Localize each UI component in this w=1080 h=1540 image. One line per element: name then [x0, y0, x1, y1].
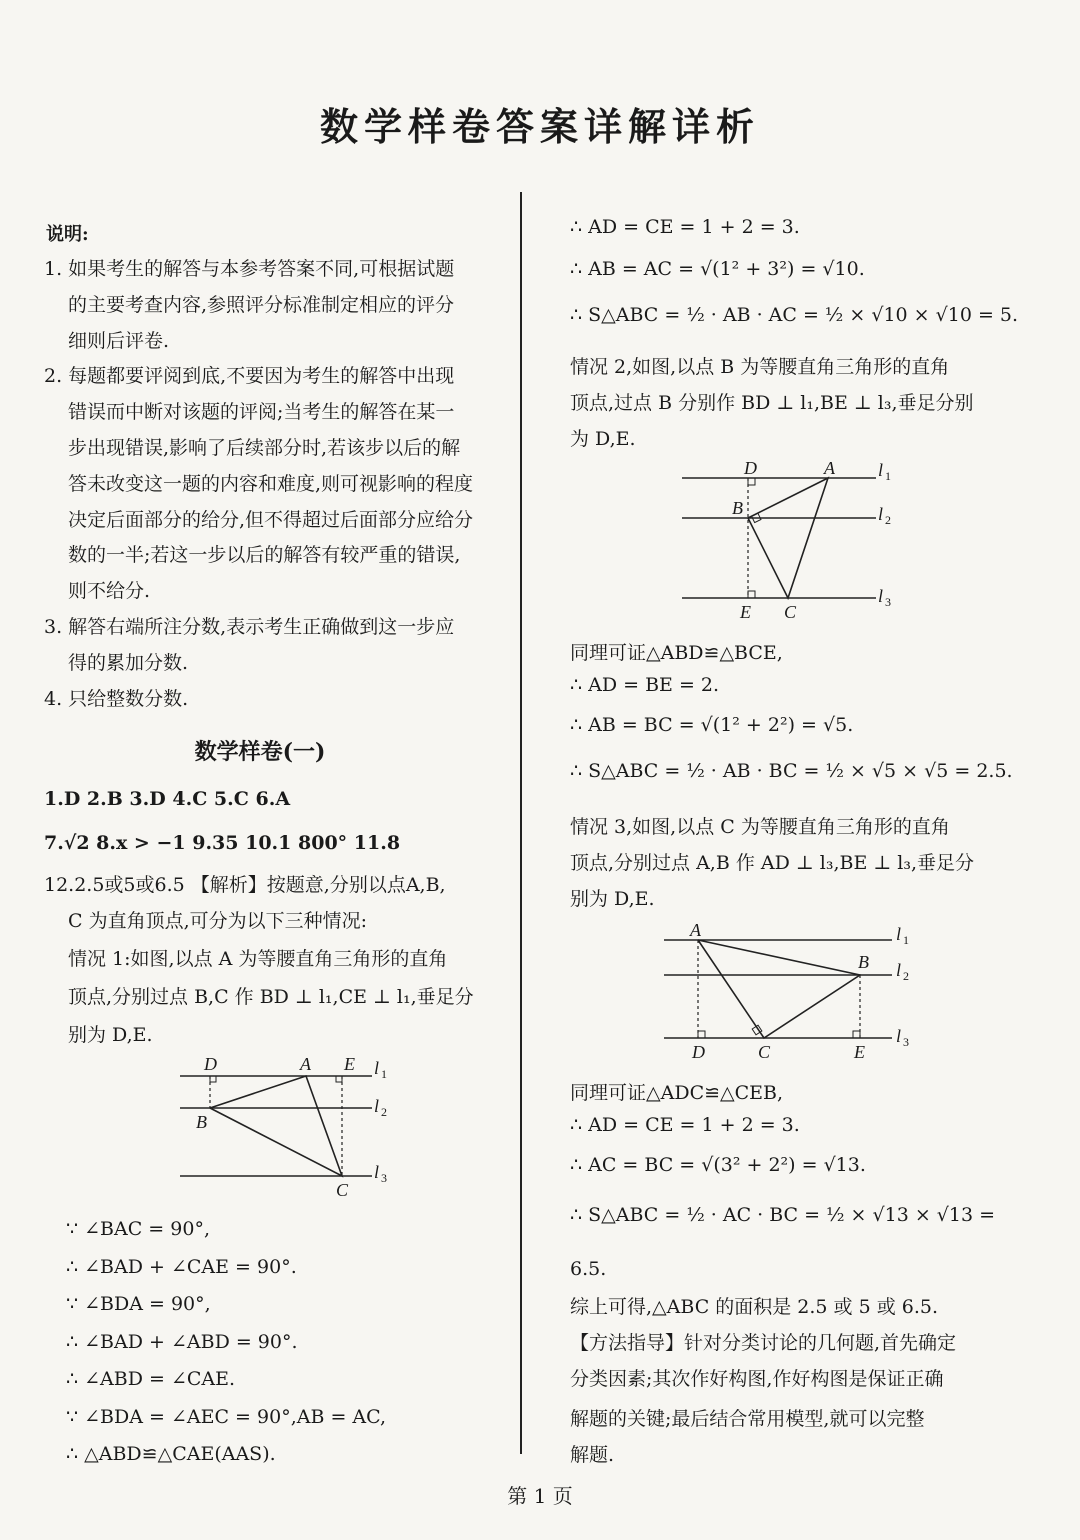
right-line: 顶点,分别过点 A,B 作 AD ⊥ l₃,BE ⊥ l₃,垂足分	[570, 852, 975, 874]
note-line: 决定后面部分的给分,但不得超过后面部分应给分	[68, 508, 474, 531]
fig1-label-l3: l	[374, 1162, 380, 1182]
right-line: ∴ AC = BC = √(3² + 2²) = √13.	[570, 1154, 866, 1176]
fig1-label-l2: l	[374, 1096, 380, 1116]
right-line: ∴ AB = AC = √(1² + 3²) = √10.	[570, 258, 865, 280]
fig3-label-A: A	[690, 920, 701, 940]
note-line: 答未改变这一题的内容和难度,则可视影响的程度	[68, 472, 474, 495]
right-line: 为 D,E.	[570, 428, 636, 450]
fig1-label-A: A	[300, 1054, 311, 1074]
right-line: 别为 D,E.	[570, 888, 655, 910]
note-line: 细则后评卷.	[68, 329, 170, 352]
q12-line: 情况 1:如图,以点 A 为等腰直角三角形的直角	[68, 948, 448, 970]
svg-text:2: 2	[381, 1105, 387, 1119]
fig3-label-E: E	[854, 1042, 865, 1062]
svg-text:3: 3	[381, 1171, 387, 1185]
right-line: ∴ S△ABC = ½ · AB · BC = ½ × √5 × √5 = 2.5.	[570, 760, 1013, 782]
fig2-label-D: D	[744, 458, 757, 478]
notes-heading: 说明:	[46, 224, 89, 245]
fig2-label-l2: l	[878, 504, 884, 524]
answers-row-2: 7.√2 8.x > −1 9.35 10.1 800° 11.8	[44, 832, 401, 854]
fig3-label-l1: l	[896, 924, 902, 944]
note-line: 得的累加分数.	[68, 651, 189, 674]
fig1-label-C: C	[336, 1180, 349, 1200]
figure-case-1	[176, 1052, 396, 1202]
fig3-label-l3: l	[896, 1026, 902, 1046]
svg-text:2: 2	[885, 513, 891, 527]
fig3-label-B: B	[858, 952, 869, 972]
right-line: 情况 3,如图,以点 C 为等腰直角三角形的直角	[570, 816, 950, 838]
fig3-label-l2: l	[896, 960, 902, 980]
proof-line: ∵ ∠BDA = ∠AEC = 90°,AB = AC,	[66, 1405, 387, 1428]
svg-text:2: 2	[903, 969, 909, 983]
fig3-label-D: D	[692, 1042, 705, 1062]
column-divider	[520, 192, 522, 1454]
note-line: 错误而中断对该题的评阅;当考生的解答在某一	[68, 401, 455, 424]
fig2-label-A: A	[824, 458, 835, 478]
fig2-label-B: B	[732, 498, 743, 518]
right-line: 【方法指导】针对分类讨论的几何题,首先确定	[570, 1332, 957, 1354]
svg-text:1: 1	[885, 469, 891, 483]
fig1-label-E: E	[344, 1054, 355, 1074]
fig1-label-B: B	[196, 1112, 207, 1132]
proof-line: ∴ △ABD≌△CAE(AAS).	[66, 1443, 276, 1465]
right-line: ∴ S△ABC = ½ · AB · AC = ½ × √10 × √10 = 5.	[570, 304, 1019, 326]
q12-head: 12.2.5或5或6.5 【解析】按题意,分别以点A,B,	[44, 874, 446, 896]
svg-text:1: 1	[381, 1067, 387, 1081]
proof-line: ∵ ∠BAC = 90°,	[66, 1218, 210, 1240]
q12-line: 顶点,分别过点 B,C 作 BD ⊥ l₁,CE ⊥ l₁,垂足分	[68, 986, 474, 1008]
page-number: 第 1 页	[507, 1484, 573, 1508]
note-line: 3. 解答右端所注分数,表示考生正确做到这一步应	[44, 616, 455, 638]
right-line: 解题的关键;最后结合常用模型,就可以完整	[570, 1408, 925, 1430]
svg-text:3: 3	[903, 1035, 909, 1049]
fig2-label-C: C	[784, 602, 797, 622]
right-line: ∴ AD = CE = 1 + 2 = 3.	[570, 216, 800, 238]
right-line: 分类因素;其次作好构图,作好构图是保证正确	[570, 1368, 944, 1390]
note-line: 2. 每题都要评阅到底,不要因为考生的解答中出现	[44, 365, 455, 388]
q12-line: 别为 D,E.	[68, 1024, 153, 1046]
proof-line: ∴ ∠BAD + ∠ABD = 90°.	[66, 1330, 298, 1353]
right-line: ∴ AD = BE = 2.	[570, 674, 720, 696]
right-line: ∴ S△ABC = ½ · AC · BC = ½ × √13 × √13 =	[570, 1204, 996, 1226]
proof-line: ∵ ∠BDA = 90°,	[66, 1293, 211, 1315]
fig3-label-C: C	[758, 1042, 771, 1062]
section-title: 数学样卷(一)	[194, 739, 326, 765]
answers-row-1: 1.D 2.B 3.D 4.C 5.C 6.A	[44, 788, 291, 810]
svg-text:1: 1	[903, 933, 909, 947]
note-line: 1. 如果考生的解答与本参考答案不同,可根据试题	[44, 258, 455, 280]
proof-line: ∴ ∠ABD = ∠CAE.	[66, 1368, 236, 1390]
right-line: 顶点,过点 B 分别作 BD ⊥ l₁,BE ⊥ l₃,垂足分别	[570, 392, 974, 414]
right-line: 情况 2,如图,以点 B 为等腰直角三角形的直角	[570, 356, 950, 378]
fig1-label-D: D	[204, 1054, 217, 1074]
fig2-label-l1: l	[878, 460, 884, 480]
note-line: 则不给分.	[68, 580, 151, 603]
right-line: 解题.	[570, 1444, 615, 1466]
note-line: 数的一半;若这一步以后的解答有较严重的错误,	[68, 544, 461, 567]
figure-case-3	[660, 920, 920, 1070]
proof-line: ∴ ∠BAD + ∠CAE = 90°.	[66, 1255, 297, 1278]
q12-line: C 为直角顶点,可分为以下三种情况:	[68, 910, 368, 932]
page-title: 数学样卷答案详解详析	[319, 104, 760, 149]
note-line: 的主要考查内容,参照评分标准制定相应的评分	[68, 293, 455, 316]
right-line: ∴ AD = CE = 1 + 2 = 3.	[570, 1114, 800, 1136]
right-line: ∴ AB = BC = √(1² + 2²) = √5.	[570, 714, 854, 736]
figure-case-2	[680, 458, 910, 623]
fig2-label-l3: l	[878, 586, 884, 606]
right-line: 同理可证△ADC≌△CEB,	[570, 1082, 784, 1104]
note-line: 4. 只给整数分数.	[44, 687, 189, 710]
right-line: 同理可证△ABD≌△BCE,	[570, 642, 783, 664]
note-line: 步出现错误,影响了后续部分时,若该步以后的解	[68, 437, 461, 459]
fig2-label-E: E	[740, 602, 751, 622]
svg-text:3: 3	[885, 595, 891, 609]
right-line: 6.5.	[570, 1258, 607, 1280]
fig1-label-l1: l	[374, 1058, 380, 1078]
right-line: 综上可得,△ABC 的面积是 2.5 或 5 或 6.5.	[570, 1296, 939, 1318]
